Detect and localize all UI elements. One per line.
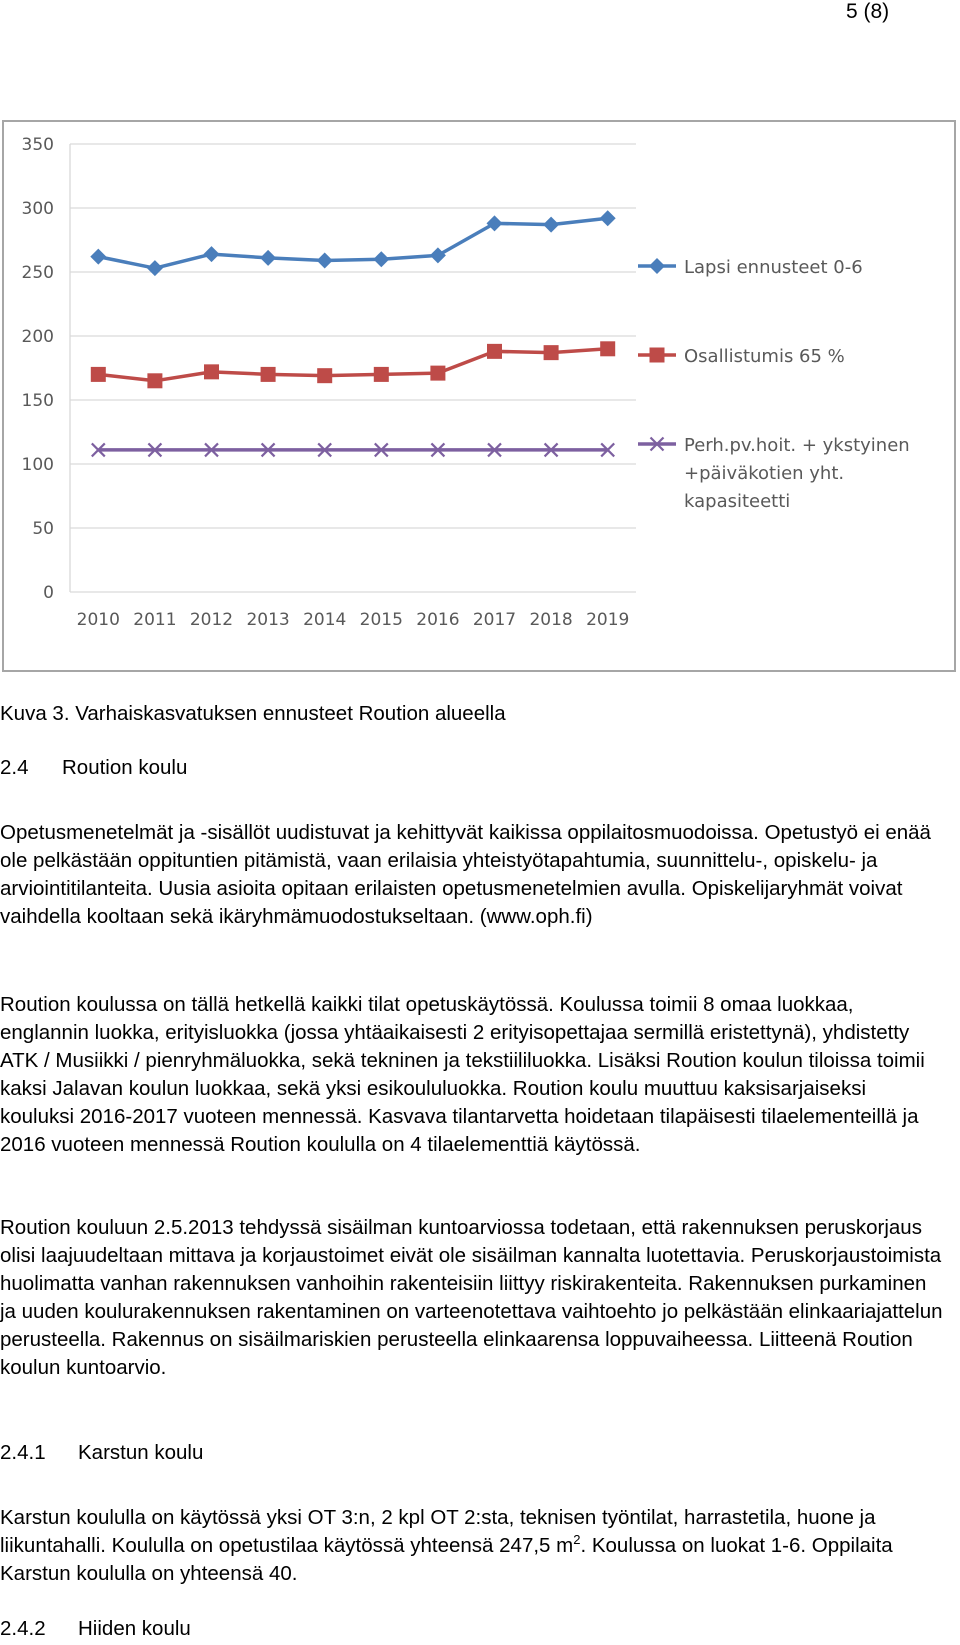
- section-heading-2-4: [0, 754, 945, 782]
- legend-item: [638, 435, 910, 512]
- series-1: [90, 210, 615, 276]
- section-title: Roution koulu: [62, 756, 188, 779]
- data-point: [600, 210, 616, 226]
- paragraph-teaching-methods: Opetusmenetelmät ja -sisällöt uudistuvat ja kehittyvät kaikissa oppilaitosmuodoissa. Opetustyö ei enää ole pelkästään oppituntien pitämistä, vaan erilaisia yhteistyötapahtumia, suunnittelu-, opiskelu- ja arviointitilanteita. Uusia asioita opitaan erilaisten opetusmenetelmien avulla. Opiskelijaryhmät voivat vaihdella kooltaan sekä ikäryhmämuodostukseltaan. (www.oph.fi): [0, 821, 931, 928]
- series-3: [92, 443, 614, 456]
- karstun-text-1: Karstun koululla on käytössä yksi OT 3:n, 2 kpl OT 2:sta, teknisen työntilat, harrastetila, huone ja liikuntahalli. Koululla on opetustilaa käytössä yhteensä 247,5 m: [0, 1506, 876, 1557]
- x-tick-label: 2011: [133, 610, 177, 630]
- x-tick-label: 2014: [303, 610, 347, 630]
- section-number: 2.4: [0, 756, 29, 779]
- legend-label: Lapsi ennusteet 0-6: [684, 257, 863, 278]
- section-title: Hiiden koulu: [78, 1617, 191, 1640]
- series-2: [91, 341, 615, 388]
- figure-caption: Kuva 3. Varhaiskasvatuksen ennusteet Roution alueella: [0, 702, 506, 725]
- chart-gridlines: [70, 144, 636, 592]
- legend-label: +päiväkotien yht.: [684, 463, 845, 484]
- data-point: [204, 364, 219, 379]
- legend-item: [638, 346, 845, 367]
- y-tick-label: 200: [21, 327, 54, 347]
- x-tick-label: 2018: [529, 610, 573, 630]
- x-tick-label: 2012: [189, 610, 234, 630]
- legend-label: Perh.pv.hoit. + ykstyinen: [684, 435, 910, 456]
- karstun-text-2: . Koulussa on luokat 1-6. Oppilaita Karstun koululla on yhteensä 40.: [0, 1534, 893, 1585]
- series-line: [98, 218, 607, 268]
- y-tick-label: 300: [21, 199, 54, 219]
- data-point: [430, 366, 445, 381]
- data-point: [487, 215, 503, 231]
- y-tick-label: 350: [21, 135, 54, 155]
- y-tick-label: 100: [21, 455, 54, 475]
- x-tick-label: 2017: [472, 610, 517, 630]
- superscript-2: 2: [573, 1532, 581, 1548]
- x-tick-label: 2013: [246, 610, 290, 630]
- y-tick-label: 0: [43, 583, 54, 603]
- y-tick-label: 50: [32, 519, 54, 539]
- data-point: [147, 373, 162, 388]
- series-line: [98, 349, 607, 381]
- page-number: 5 (8): [846, 0, 890, 23]
- chart-svg: [4, 122, 954, 670]
- data-point: [260, 250, 276, 266]
- paragraph-roution-spaces: Roution koulussa on tällä hetkellä kaikki tilat opetuskäytössä. Koulussa toimii 8 omaa luokkaa, englannin luokka, erityisluokka (jossa yhtäaikaisesti 2 erityisopettajaa sermillä eristettynä), yhdistetty ATK / Musiikki / pienryhmäluokka, sekä tekninen ja tekstiililuokka. Lisäksi Roution koulun tiloissa toimii kaksi Jalavan koulun luokkaa, sekä yksi esikoululuokka. Roution koulu muuttuu kaksisarjaiseksi kouluksi 2016-2017 vuoteen mennessä. Kasvava tilantarvetta hoidetaan tilapäisesti tilaelementeillä ja 2016 vuoteen mennessä Roution koululla on 4 tilaelementtiä käytössä.: [0, 993, 925, 1156]
- x-axis-ticks: [77, 610, 630, 630]
- y-tick-label: 150: [21, 391, 54, 411]
- data-point: [373, 251, 389, 267]
- x-tick-label: 2010: [76, 610, 120, 630]
- x-tick-label: 2015: [359, 610, 403, 630]
- data-point: [204, 246, 220, 262]
- data-point: [430, 247, 446, 263]
- x-tick-label: 2016: [416, 610, 460, 630]
- y-tick-label: 250: [21, 263, 54, 283]
- legend-item: [638, 257, 863, 278]
- data-point: [317, 252, 333, 268]
- x-tick-label: 2019: [586, 610, 630, 630]
- y-axis-ticks: [22, 135, 54, 603]
- data-point: [374, 367, 389, 382]
- data-point: [650, 348, 665, 363]
- section-heading-2-4-1: [0, 1439, 945, 1467]
- forecast-chart: [2, 120, 956, 672]
- data-point: [487, 344, 502, 359]
- data-point: [147, 260, 163, 276]
- data-point: [261, 367, 276, 382]
- paragraph-karstun: [0, 1504, 945, 1588]
- section-title: Karstun koulu: [78, 1441, 204, 1464]
- data-point: [544, 345, 559, 360]
- section-number: 2.4.1: [0, 1441, 46, 1464]
- chart-legend: [638, 257, 910, 512]
- data-point: [317, 368, 332, 383]
- legend-label: Osallistumis 65 %: [684, 346, 845, 367]
- data-point: [600, 341, 615, 356]
- data-point: [543, 217, 559, 233]
- section-number: 2.4.2: [0, 1617, 46, 1640]
- data-point: [649, 258, 665, 274]
- data-point: [90, 249, 106, 265]
- data-point: [91, 367, 106, 382]
- chart-series: [90, 210, 615, 456]
- legend-label: kapasiteetti: [684, 491, 791, 512]
- paragraph-condition-assessment: Roution kouluun 2.5.2013 tehdyssä sisäilman kuntoarviossa todetaan, että rakennuksen peruskorjaus olisi laajuudeltaan mittava ja korjaustoimet eivät ole sisäilman kannalta luotettavia. Peruskorjaustoimista huolimatta vanhan rakennuksen vanhoihin rakenteisiin liittyy riskirakenteita. Rakennuksen purkaminen ja uuden koulurakennuksen rakentaminen on varteenotettava vaihtoehto jo pelkästään elinkaariajattelun perusteella. Rakennus on sisäilmariskien perusteella elinkaarensa loppuvaiheessa. Liitteenä Roution koulun kuntoarvio.: [0, 1216, 943, 1379]
- section-heading-2-4-2: [0, 1615, 945, 1643]
